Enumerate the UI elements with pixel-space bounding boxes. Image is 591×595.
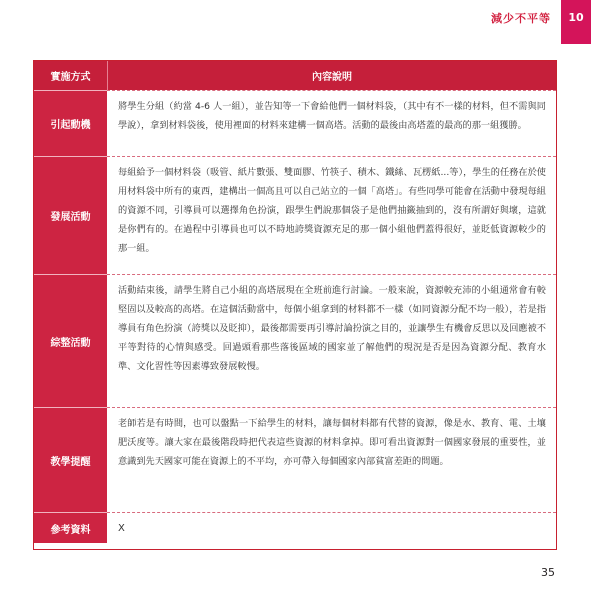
row-label-summary: 綜整活動	[34, 274, 107, 407]
column-header-method: 實施方式	[34, 61, 107, 90]
column-header-content: 內容說明	[107, 61, 556, 90]
row-label-teaching-tips: 教學提醒	[34, 407, 107, 512]
row-label-references: 參考資料	[34, 512, 107, 543]
row-content-motivation: 將學生分組（約當 4-6 人一組），並告知等一下會給他們一個材料袋，（其中有不一樣的材料，但不需與同學說），拿到材料袋後，使用裡面的材料來建構一個高塔。活動的最後由高塔蓋的最高的那一組獲勝。	[107, 90, 556, 156]
lesson-table	[33, 60, 557, 550]
row-label-development: 發展活動	[34, 156, 107, 274]
row-content-summary: 活動結束後，請學生將自己小組的高塔展現在全班前進行討論。一般來說，資源較充沛的小組通常會有較堅固以及較高的高塔。在這個活動當中，每個小組拿到的材料都不一樣（如同資源分配不均一般），若是指導員有角色扮演（誇獎以及貶抑），最後都需要再引導討論扮演之目的，並讓學生有機會反思以及回應被不平等對待的心情與感受。回過頭看那些落後區域的國家並了解他們的現況是否是因為資源分配、教育水準、文化習性等因素導致發展較慢。	[107, 274, 556, 407]
row-content-development: 每組給予一個材料袋（吸管、紙片數張、雙面膠、竹筷子、積木、鐵絲、瓦楞紙...等），學生的任務在於使用材料袋中所有的東西，建構出一個高且可以自己站立的一個「高塔」。有些同學可能會在活動中發現每組的資源不同，引導員可以選擇角色扮演，跟學生們說那個袋子是他們抽籤抽到的，沒有所謂好與壞，這就是你們有的。在過程中引導員也可以不時地誇獎資源充足的那一個小組他們蓋得很好，並貶低資源較少的那一組。	[107, 156, 556, 274]
page-number: 35	[541, 566, 555, 579]
row-content-references: X	[107, 512, 556, 543]
chapter-number-tab: 10	[561, 0, 591, 44]
row-content-teaching-tips: 老師若是有時間，也可以盤點一下給學生的材料，讓每個材料都有代替的資源，像是水、教育、電、土壤肥沃度等。讓大家在最後階段時把代表這些資源的材料拿掉。即可看出資源對一個國家發展的重要性，並意識到先天國家可能在資源上的不平均，亦可帶入每個國家內部貧富差距的問題。	[107, 407, 556, 512]
chapter-title: 減少不平等	[491, 12, 551, 25]
row-label-motivation: 引起動機	[34, 90, 107, 156]
